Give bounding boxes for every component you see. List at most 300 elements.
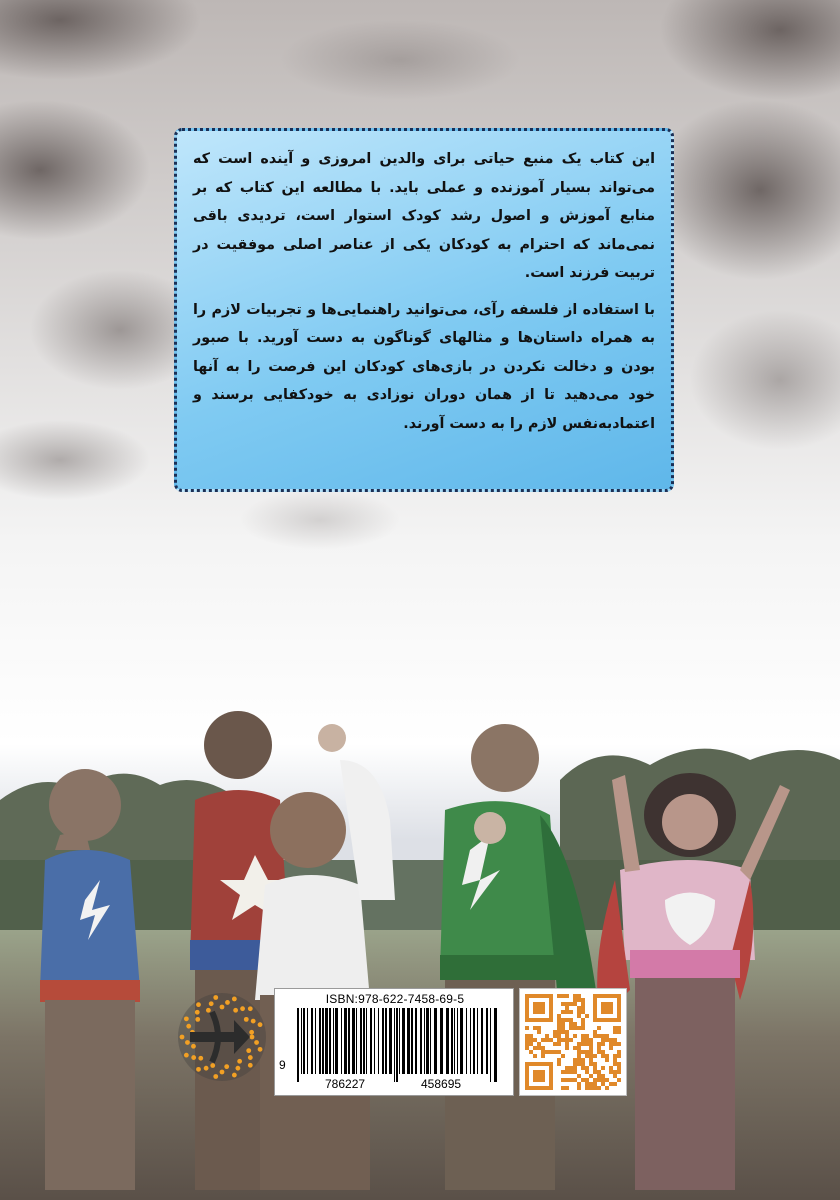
qr-module	[565, 1066, 569, 1070]
qr-module	[557, 1018, 561, 1022]
barcode-bar	[477, 1008, 478, 1074]
qr-module	[613, 1038, 617, 1042]
qr-module	[601, 1038, 605, 1042]
qr-module	[573, 1034, 577, 1038]
qr-module	[577, 1014, 581, 1018]
qr-module	[609, 1042, 613, 1046]
qr-module	[541, 1054, 545, 1058]
qr-module	[585, 1050, 589, 1054]
barcode-bar	[382, 1008, 384, 1074]
qr-module	[589, 1074, 593, 1078]
qr-module	[553, 1034, 557, 1038]
qr-module	[565, 1038, 569, 1042]
barcode-bar	[319, 1008, 321, 1074]
qr-module	[581, 1018, 585, 1022]
qr-module	[585, 1042, 589, 1046]
barcode-bar	[454, 1008, 455, 1074]
barcode-bar	[399, 1008, 400, 1074]
barcode-digits-left: 786227	[325, 1077, 366, 1091]
barcode-bar	[303, 1008, 305, 1074]
qr-module	[525, 1034, 529, 1038]
qr-module	[545, 1034, 549, 1038]
qr-module	[589, 1038, 593, 1042]
qr-module	[565, 1006, 569, 1010]
qr-module	[561, 1002, 565, 1006]
qr-module	[597, 1078, 601, 1082]
qr-module	[577, 1082, 581, 1086]
qr-module	[573, 994, 577, 998]
logo-ray-dot	[254, 1040, 259, 1045]
qr-module	[581, 1078, 585, 1082]
qr-module	[585, 1014, 589, 1018]
qr-module	[545, 1050, 549, 1054]
qr-module	[525, 1042, 529, 1046]
qr-module	[577, 1062, 581, 1066]
qr-module	[597, 1026, 601, 1030]
qr-module	[561, 1086, 565, 1090]
qr-module	[557, 1050, 561, 1054]
qr-code-icon	[525, 994, 621, 1090]
qr-module	[613, 1062, 617, 1066]
qr-module	[617, 1026, 621, 1030]
qr-module	[589, 1054, 593, 1058]
qr-module	[577, 1010, 581, 1014]
qr-module	[569, 1002, 573, 1006]
qr-module	[569, 1078, 573, 1082]
barcode-digits-right: 458695	[421, 1077, 462, 1091]
qr-module	[581, 1062, 585, 1066]
qr-module	[605, 1086, 609, 1090]
qr-module	[565, 994, 569, 998]
qr-module	[565, 1018, 569, 1022]
logo-ray-dot	[196, 1067, 201, 1072]
logo-ray-dot	[191, 1044, 196, 1049]
qr-module	[609, 1082, 613, 1086]
barcode-bar	[451, 1008, 453, 1074]
qr-module	[561, 1018, 565, 1022]
qr-module	[553, 1042, 557, 1046]
barcode-bar	[407, 1008, 410, 1074]
qr-module	[581, 1038, 585, 1042]
qr-module	[589, 1046, 593, 1050]
qr-module	[577, 994, 581, 998]
qr-module	[585, 1054, 589, 1058]
qr-module	[613, 1054, 617, 1058]
qr-module	[597, 1042, 601, 1046]
qr-module	[581, 1058, 585, 1062]
barcode-bar	[315, 1008, 316, 1074]
qr-module	[573, 1066, 577, 1070]
qr-module	[541, 1038, 545, 1042]
qr-finder-pattern	[533, 1070, 545, 1082]
qr-module	[561, 1054, 565, 1058]
qr-module	[597, 1046, 601, 1050]
qr-module	[569, 1022, 573, 1026]
qr-module	[525, 1038, 529, 1042]
barcode-bar	[481, 1008, 483, 1074]
qr-module	[557, 994, 561, 998]
qr-finder-pattern	[533, 1002, 545, 1014]
qr-module	[581, 1026, 585, 1030]
qr-module	[605, 1038, 609, 1042]
qr-module	[589, 1058, 593, 1062]
barcode-bar	[297, 1008, 299, 1082]
qr-module	[581, 998, 585, 1002]
qr-module	[573, 1058, 577, 1062]
qr-module	[589, 1062, 593, 1066]
logo-ray-dot	[209, 1001, 214, 1006]
logo-ray-dot	[196, 1002, 201, 1007]
barcode-bar	[301, 1008, 302, 1074]
logo-ray-dot	[244, 1017, 249, 1022]
qr-module	[617, 1054, 621, 1058]
barcode-bar	[385, 1008, 387, 1074]
qr-module	[533, 1038, 537, 1042]
qr-module	[597, 1074, 601, 1078]
logo-ray-dot	[258, 1022, 263, 1027]
logo-ray-dot	[186, 1024, 191, 1029]
barcode-bar	[490, 1008, 491, 1082]
qr-module	[585, 1038, 589, 1042]
qr-module	[569, 1070, 573, 1074]
isbn-label: ISBN:978-622-7458-69-5	[325, 992, 465, 1006]
qr-module	[605, 1058, 609, 1062]
barcode-bar	[311, 1008, 313, 1074]
barcode-bar	[394, 1008, 395, 1082]
qr-module	[537, 1046, 541, 1050]
blurb-paragraph-2: با استفاده از فلسفه رآی، می‌توانید راهنمایی‌ها و تجربیات لازم را به همراه داستان‌ها و مثالهای گوناگون به دست آورید. با صبور بودن و دخالت نکردن در بازی‌های کودکان این فرصت را به آنها خود می‌دهید تا از همان دوران نوزادی به خودکفایی برسند و اعتمادبه‌نفس لازم را به دست آورند.	[193, 301, 655, 432]
qr-module	[613, 1030, 617, 1034]
qr-module	[565, 1042, 569, 1046]
qr-module	[557, 1034, 561, 1038]
logo-ray-dot	[232, 1073, 237, 1078]
logo-ray-dot	[180, 1035, 185, 1040]
qr-module	[569, 1066, 573, 1070]
qr-module	[613, 1026, 617, 1030]
barcode-bar	[473, 1008, 475, 1074]
qr-module	[589, 1050, 593, 1054]
qr-module	[565, 1010, 569, 1014]
barcode-bar	[370, 1008, 372, 1074]
logo-ray-dot	[206, 1008, 211, 1013]
qr-module	[617, 1066, 621, 1070]
qr-module	[529, 1050, 533, 1054]
logo-ray-dot	[232, 997, 237, 1002]
qr-module	[585, 1082, 589, 1086]
logo-ray-dot	[213, 995, 218, 1000]
qr-module	[557, 1026, 561, 1030]
qr-module	[581, 1002, 585, 1006]
qr-module	[617, 1050, 621, 1054]
qr-module	[581, 1034, 585, 1038]
qr-module	[569, 1038, 573, 1042]
qr-module	[541, 1046, 545, 1050]
logo-ray-dot	[195, 1017, 200, 1022]
qr-module	[557, 1022, 561, 1026]
qr-code	[519, 988, 627, 1096]
barcode-bar	[360, 1008, 362, 1074]
qr-module	[565, 1030, 569, 1034]
qr-module	[597, 1034, 601, 1038]
qr-module	[617, 1070, 621, 1074]
qr-module	[577, 1086, 581, 1090]
qr-module	[561, 1030, 565, 1034]
barcode-bar	[341, 1008, 342, 1074]
logo-ray-dot	[250, 1035, 255, 1040]
back-cover-blurb	[174, 128, 674, 492]
qr-module	[597, 1070, 601, 1074]
barcode-bar	[352, 1008, 355, 1074]
qr-module	[537, 1026, 541, 1030]
qr-module	[605, 1078, 609, 1082]
qr-module	[565, 1086, 569, 1090]
barcode-bar	[396, 1008, 398, 1082]
barcode-bar	[411, 1008, 413, 1074]
qr-module	[593, 1078, 597, 1082]
qr-module	[617, 1042, 621, 1046]
qr-finder-pattern	[601, 1002, 613, 1014]
qr-module	[561, 1026, 565, 1030]
qr-module	[565, 1046, 569, 1050]
logo-ray-dot	[225, 1000, 230, 1005]
qr-module	[605, 1034, 609, 1038]
qr-module	[533, 1054, 537, 1058]
qr-module	[525, 1026, 529, 1030]
qr-module	[541, 1050, 545, 1054]
qr-module	[561, 1010, 565, 1014]
qr-module	[597, 1086, 601, 1090]
qr-module	[589, 1042, 593, 1046]
logo-ray-dot	[191, 1055, 196, 1060]
qr-module	[577, 1042, 581, 1046]
qr-module	[573, 1002, 577, 1006]
qr-module	[593, 1062, 597, 1066]
qr-module	[565, 1002, 569, 1006]
qr-module	[613, 1070, 617, 1074]
qr-module	[533, 1046, 537, 1050]
qr-module	[573, 1078, 577, 1082]
qr-module	[601, 1078, 605, 1082]
barcode-bar	[426, 1008, 429, 1074]
qr-module	[585, 1066, 589, 1070]
barcode-bar	[329, 1008, 331, 1074]
qr-module	[585, 1070, 589, 1074]
barcode-digit-first: 9	[279, 1058, 286, 1072]
qr-module	[549, 1038, 553, 1042]
publisher-logo-icon	[172, 972, 272, 1102]
qr-module	[585, 1034, 589, 1038]
qr-module	[573, 1070, 577, 1074]
barcode-bar	[322, 1008, 324, 1074]
barcode-bar	[335, 1008, 338, 1074]
qr-module	[601, 1042, 605, 1046]
logo-ray-dot	[213, 1074, 218, 1079]
qr-module	[565, 1034, 569, 1038]
qr-module	[569, 1026, 573, 1030]
qr-module	[581, 1006, 585, 1010]
qr-module	[617, 1078, 621, 1082]
qr-module	[557, 1062, 561, 1066]
barcode-bar	[424, 1008, 425, 1074]
qr-module	[561, 1078, 565, 1082]
barcode-bar	[466, 1008, 467, 1074]
logo-ray-dot	[185, 1040, 190, 1045]
barcode-icon	[283, 1008, 507, 1086]
qr-module	[561, 1038, 565, 1042]
qr-module	[609, 1066, 613, 1070]
barcode-bar	[389, 1008, 392, 1074]
barcode-bar	[344, 1008, 347, 1074]
qr-module	[561, 994, 565, 998]
qr-module	[601, 1066, 605, 1070]
logo-ray-dot	[220, 1005, 225, 1010]
barcode-bar	[378, 1008, 379, 1074]
logo-ray-dot	[258, 1047, 263, 1052]
qr-module	[529, 1034, 533, 1038]
barcode-bar	[363, 1008, 365, 1074]
logo-ray-dot	[184, 1053, 189, 1058]
barcode-bar	[420, 1008, 422, 1074]
logo-ray-dot	[248, 1063, 253, 1068]
qr-module	[593, 1086, 597, 1090]
barcode-bar	[325, 1008, 328, 1074]
logo-ray-dot	[204, 1066, 209, 1071]
barcode-bar	[486, 1008, 488, 1074]
qr-module	[577, 1058, 581, 1062]
qr-module	[557, 1058, 561, 1062]
qr-module	[525, 1046, 529, 1050]
qr-module	[549, 1050, 553, 1054]
qr-module	[581, 1010, 585, 1014]
qr-module	[581, 1066, 585, 1070]
qr-module	[529, 1038, 533, 1042]
logo-ray-dot	[233, 1008, 238, 1013]
barcode-bar	[457, 1008, 458, 1074]
qr-module	[601, 1054, 605, 1058]
qr-module	[577, 1050, 581, 1054]
qr-module	[601, 1074, 605, 1078]
qr-module	[533, 1026, 537, 1030]
qr-module	[561, 1070, 565, 1074]
logo-ray-dot	[248, 1055, 253, 1060]
qr-module	[581, 1022, 585, 1026]
qr-module	[577, 1046, 581, 1050]
barcode-bar	[446, 1008, 449, 1074]
barcode-bar	[415, 1008, 417, 1074]
isbn-barcode	[274, 988, 514, 1096]
qr-module	[593, 1054, 597, 1058]
qr-module	[589, 1082, 593, 1086]
qr-module	[557, 1038, 561, 1042]
qr-module	[597, 1050, 601, 1054]
logo-ray-dot	[248, 1006, 253, 1011]
barcode-bar	[402, 1008, 405, 1074]
barcode-bar	[366, 1008, 367, 1074]
qr-module	[545, 1038, 549, 1042]
qr-module	[569, 1018, 573, 1022]
logo-ray-dot	[240, 1006, 245, 1011]
qr-module	[581, 1050, 585, 1054]
logo-ray-dot	[235, 1066, 240, 1071]
qr-module	[593, 1066, 597, 1070]
barcode-bar	[348, 1008, 350, 1074]
logo-ray-dot	[184, 1016, 189, 1021]
barcode-bar	[430, 1008, 431, 1074]
qr-module	[593, 1082, 597, 1086]
qr-module	[565, 1078, 569, 1082]
barcode-bar	[374, 1008, 375, 1074]
qr-module	[561, 1022, 565, 1026]
qr-module	[557, 1042, 561, 1046]
logo-ray-dot	[195, 1010, 200, 1015]
qr-module	[613, 1082, 617, 1086]
qr-module	[553, 1050, 557, 1054]
qr-module	[609, 1038, 613, 1042]
logo-ray-dot	[210, 1063, 215, 1068]
qr-module	[593, 1030, 597, 1034]
qr-module	[613, 1058, 617, 1062]
qr-module	[537, 1030, 541, 1034]
logo-ray-dot	[249, 1030, 254, 1035]
qr-module	[573, 1026, 577, 1030]
barcode-bar	[440, 1008, 443, 1074]
barcode-bar	[307, 1008, 308, 1074]
barcode-bar	[494, 1008, 497, 1082]
qr-module	[589, 1086, 593, 1090]
blurb-paragraph-1: این کتاب یک منبع حیاتی برای والدین امروزی و آینده است که می‌تواند بسیار آموزنده و عملی باید. با مطالعه این کتاب که بر منابع آموزش و اصول رشد کودک استوار است، تردیدی باقی نمی‌ماند که احترام به کودکان یکی از عناصر اصلی موفقیت در تربیت فرزند است.	[193, 151, 655, 281]
qr-module	[529, 1042, 533, 1046]
qr-module	[557, 1014, 561, 1018]
qr-module	[577, 1054, 581, 1058]
qr-module	[605, 1054, 609, 1058]
qr-module	[573, 1062, 577, 1066]
qr-module	[593, 1070, 597, 1074]
qr-module	[585, 1086, 589, 1090]
qr-module	[601, 1082, 605, 1086]
barcode-bar	[333, 1008, 334, 1074]
logo-ray-dot	[224, 1064, 229, 1069]
qr-module	[573, 998, 577, 1002]
qr-module	[613, 1042, 617, 1046]
qr-module	[581, 1042, 585, 1046]
qr-module	[601, 1034, 605, 1038]
qr-module	[609, 1070, 613, 1074]
qr-module	[585, 1078, 589, 1082]
qr-module	[593, 1034, 597, 1038]
qr-module	[537, 1042, 541, 1046]
qr-module	[577, 1074, 581, 1078]
qr-module	[569, 1010, 573, 1014]
logo-ray-dot	[237, 1059, 242, 1064]
qr-module	[565, 1070, 569, 1074]
qr-module	[577, 1026, 581, 1030]
barcode-bar	[434, 1008, 437, 1074]
logo-ray-dot	[220, 1070, 225, 1075]
qr-module	[557, 1030, 561, 1034]
qr-module	[573, 1022, 577, 1026]
logo-ray-dot	[198, 1056, 203, 1061]
logo-ray-dot	[251, 1019, 256, 1024]
qr-module	[617, 1062, 621, 1066]
barcode-bar	[470, 1008, 471, 1074]
qr-module	[609, 1046, 613, 1050]
qr-module	[601, 1050, 605, 1054]
qr-module	[617, 1030, 621, 1034]
qr-module	[573, 1046, 577, 1050]
logo-ray-dot	[246, 1048, 251, 1053]
barcode-bar	[460, 1008, 463, 1074]
qr-module	[553, 1030, 557, 1034]
